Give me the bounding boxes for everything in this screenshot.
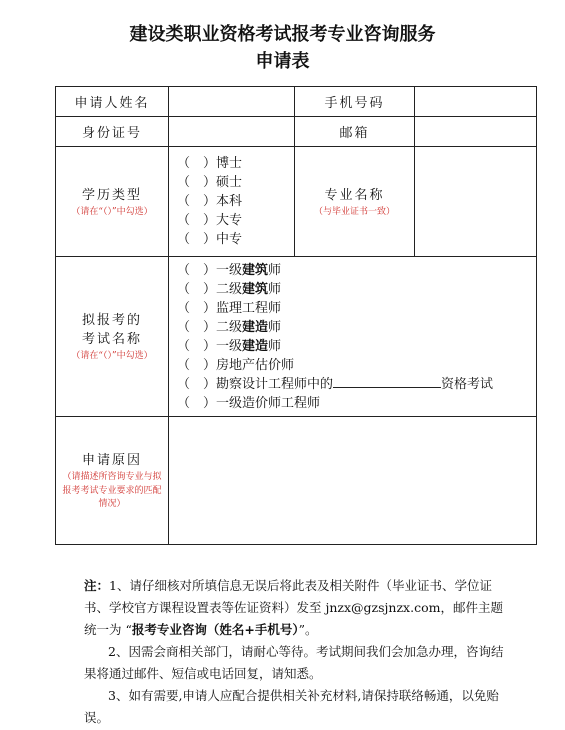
exam-option[interactable]: （ ）勘察设计工程师中的 资格考试 bbox=[177, 376, 494, 392]
major-name-field[interactable] bbox=[415, 147, 537, 257]
exam-fill-blank[interactable] bbox=[333, 375, 441, 388]
applicant-name-label: 申请人姓名 bbox=[56, 87, 169, 117]
reason-hint: （请描述所咨询专业与拟报考考试专业要求的匹配情况） bbox=[62, 472, 162, 510]
phone-field[interactable] bbox=[415, 87, 537, 117]
exam-option[interactable]: （ ）房地产估价师 bbox=[177, 357, 295, 373]
education-option[interactable]: （ ）中专 bbox=[177, 232, 243, 247]
exam-name-hint: （请在“（）”中勾选） bbox=[71, 351, 153, 362]
checkbox-mark[interactable]: （ ） bbox=[177, 156, 217, 171]
exam-option[interactable]: （ ）一级建造师 bbox=[177, 338, 282, 354]
education-option[interactable]: （ ）大专 bbox=[177, 213, 243, 228]
exam-option[interactable]: （ ）二级建筑师 bbox=[177, 281, 282, 297]
exam-name-label-line1: 拟报考的 bbox=[81, 313, 142, 329]
education-option[interactable]: （ ）本科 bbox=[177, 194, 243, 209]
email-field[interactable] bbox=[415, 117, 537, 147]
email-label: 邮箱 bbox=[295, 117, 415, 147]
reason-label: 申请原因 bbox=[81, 453, 142, 469]
checkbox-mark[interactable]: （ ） bbox=[177, 194, 217, 209]
form-title: 建设类职业资格考试报考专业咨询服务 bbox=[129, 24, 436, 45]
exam-option[interactable]: （ ）二级建造师 bbox=[177, 319, 282, 335]
note-2: 2、因需会商相关部门，请耐心等待。考试期间我们会加急办理，咨询结果将通过邮件、短信或电话回复，请知悉。 bbox=[84, 644, 504, 681]
major-name-label: 专业名称 bbox=[324, 187, 385, 203]
notes-label: 注： bbox=[84, 578, 110, 593]
major-name-cell bbox=[295, 147, 415, 257]
id-number-field[interactable] bbox=[169, 117, 295, 147]
note-3: 3、如有需要,申请人应配合提供相关补充材料,请保持联络畅通，以免贻误。 bbox=[84, 688, 499, 725]
education-option[interactable]: （ ）硕士 bbox=[177, 175, 243, 190]
exam-name-cell bbox=[56, 257, 169, 417]
education-type-label: 学历类型 bbox=[81, 187, 142, 203]
checkbox-mark[interactable]: （ ） bbox=[177, 213, 217, 228]
major-name-hint: （与毕业证书一致） bbox=[313, 206, 395, 217]
note-1: 注：1、请仔细核对所填信息无误后将此表及相关附件（毕业证书、学位证书、学校官方课程设置表等佐证资料）发至 jnzx@gzsjnzx.com，邮件主题统一为 “报考专业咨询（姓名+手机号）”。 bbox=[84, 578, 503, 637]
reason-cell bbox=[56, 417, 169, 545]
education-type-hint: （请在“（）”中勾选） bbox=[71, 206, 153, 217]
phone-label: 手机号码 bbox=[295, 87, 415, 117]
education-option[interactable]: （ ）博士 bbox=[177, 156, 243, 171]
checkbox-mark[interactable]: （ ） bbox=[177, 232, 217, 247]
applicant-name-field[interactable] bbox=[169, 87, 295, 117]
exam-options bbox=[169, 257, 537, 417]
exam-option[interactable]: （ ）一级造价师工程师 bbox=[177, 395, 321, 411]
id-number-label: 身份证号 bbox=[56, 117, 169, 147]
exam-option[interactable]: （ ）一级建筑师 bbox=[177, 262, 282, 278]
education-type-cell bbox=[56, 147, 169, 257]
form-subtitle: 申请表 bbox=[255, 51, 310, 72]
checkbox-mark[interactable]: （ ） bbox=[177, 175, 217, 190]
application-form-table bbox=[55, 86, 537, 545]
reason-field[interactable] bbox=[169, 417, 537, 545]
exam-name-label-line2: 考试名称 bbox=[81, 332, 142, 348]
exam-option[interactable]: （ ）监理工程师 bbox=[177, 300, 282, 316]
education-options bbox=[169, 147, 295, 257]
notes-section bbox=[84, 575, 514, 729]
